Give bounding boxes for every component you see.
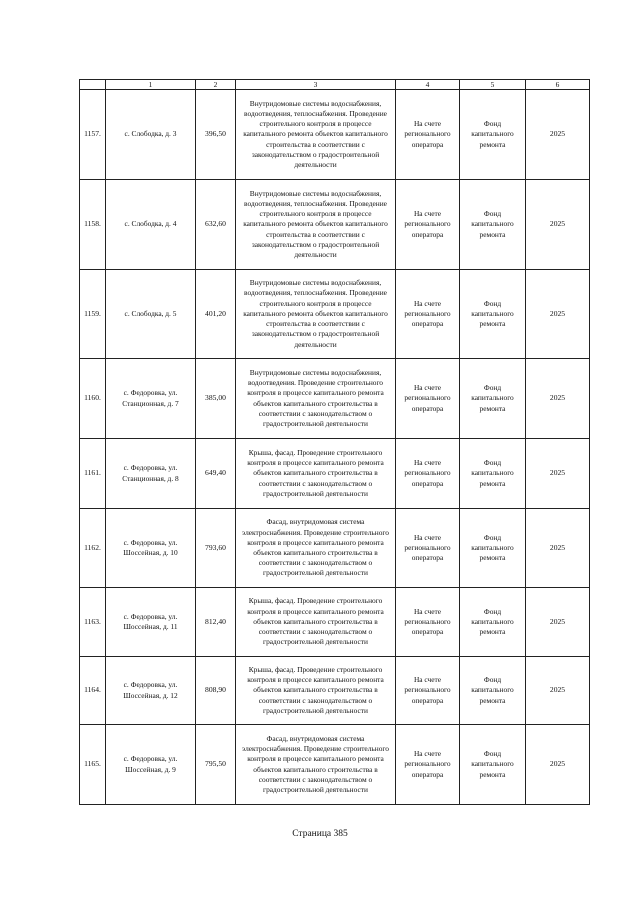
row-number: 1159. [80,270,106,359]
area-cell: 795,50 [196,725,236,805]
address-cell: с. Федоровка, ул. Шоссейная, д. 9 [106,725,196,805]
year-cell: 2025 [526,725,590,805]
header-cell: 4 [396,80,460,90]
year-cell: 2025 [526,509,590,588]
funding-source-cell: Фонд капитального ремонта [460,657,526,725]
area-cell: 385,00 [196,359,236,439]
header-cell: 5 [460,80,526,90]
header-cell: 3 [236,80,396,90]
year-cell: 2025 [526,657,590,725]
area-cell: 793,60 [196,509,236,588]
address-cell: с. Слободка, д. 4 [106,180,196,270]
funding-source-cell: Фонд капитального ремонта [460,180,526,270]
work-type-cell: Внутридомовые системы водоснабжения, водоотведения, теплоснабжения. Проведение строительного контроля в процессе капитального ремонта объектов капитального строительства в соответствии с законодательством о градостроительной деятельности [236,90,396,180]
table-row [80,359,590,439]
area-cell: 812,40 [196,588,236,657]
area-cell: 401,20 [196,270,236,359]
account-cell: На счете регионального оператора [396,439,460,509]
area-cell: 808,90 [196,657,236,725]
funding-source-cell: Фонд капитального ремонта [460,588,526,657]
page-number: Страница 385 [292,829,348,839]
capital-repair-table [79,79,590,805]
year-cell: 2025 [526,180,590,270]
header-cell: 6 [526,80,590,90]
table-row [80,90,590,180]
work-type-cell: Внутридомовые системы водоснабжения, водоотведения. Проведение строительного контроля в процессе капитального ремонта объектов капитального строительства в соответствии с законодательством о градостроительной деятельности [236,359,396,439]
area-cell: 632,60 [196,180,236,270]
row-number: 1165. [80,725,106,805]
work-type-cell: Крыша, фасад. Проведение строительного контроля в процессе капитального ремонта объектов капитального строительства в соответствии с законодательством о градостроительной деятельности [236,439,396,509]
address-cell: с. Федоровка, ул. Шоссейная, д. 10 [106,509,196,588]
year-cell: 2025 [526,439,590,509]
table-row [80,588,590,657]
row-number: 1158. [80,180,106,270]
address-cell: с. Федоровка, ул. Станционная, д. 7 [106,359,196,439]
work-type-cell: Фасад, внутридомовая система электроснабжения. Проведение строительного контроля в процессе капитального ремонта объектов капитального строительства в соответствии с законодательством о градостроительной деятельности [236,725,396,805]
table-row [80,509,590,588]
address-cell: с. Слободка, д. 5 [106,270,196,359]
year-cell: 2025 [526,90,590,180]
row-number: 1160. [80,359,106,439]
account-cell: На счете регионального оператора [396,180,460,270]
header-cell: 1 [106,80,196,90]
funding-source-cell: Фонд капитального ремонта [460,725,526,805]
account-cell: На счете регионального оператора [396,359,460,439]
table-row [80,439,590,509]
row-number: 1162. [80,509,106,588]
table-row [80,657,590,725]
year-cell: 2025 [526,270,590,359]
year-cell: 2025 [526,359,590,439]
row-number: 1163. [80,588,106,657]
row-number: 1157. [80,90,106,180]
funding-source-cell: Фонд капитального ремонта [460,90,526,180]
address-cell: с. Федоровка, ул. Шоссейная, д. 11 [106,588,196,657]
account-cell: На счете регионального оператора [396,588,460,657]
account-cell: На счете регионального оператора [396,509,460,588]
address-cell: с. Федоровка, ул. Шоссейная, д. 12 [106,657,196,725]
table-row [80,270,590,359]
header-row [80,80,590,90]
work-type-cell: Крыша, фасад. Проведение строительного контроля в процессе капитального ремонта объектов капитального строительства в соответствии с законодательством о градостроительной деятельности [236,657,396,725]
funding-source-cell: Фонд капитального ремонта [460,439,526,509]
table-row [80,180,590,270]
funding-source-cell: Фонд капитального ремонта [460,359,526,439]
work-type-cell: Внутридомовые системы водоснабжения, водоотведения, теплоснабжения. Проведение строительного контроля в процессе капитального ремонта объектов капитального строительства в соответствии с законодательством о градостроительной деятельности [236,180,396,270]
row-number: 1164. [80,657,106,725]
year-cell: 2025 [526,588,590,657]
funding-source-cell: Фонд капитального ремонта [460,509,526,588]
account-cell: На счете регионального оператора [396,270,460,359]
account-cell: На счете регионального оператора [396,90,460,180]
header-cell [80,80,106,90]
row-number: 1161. [80,439,106,509]
work-type-cell: Внутридомовые системы водоснабжения, водоотведения, теплоснабжения. Проведение строительного контроля в процессе капитального ремонта объектов капитального строительства в соответствии с законодательством о градостроительной деятельности [236,270,396,359]
header-cell: 2 [196,80,236,90]
address-cell: с. Федоровка, ул. Станционная, д. 8 [106,439,196,509]
address-cell: с. Слободка, д. 3 [106,90,196,180]
area-cell: 396,50 [196,90,236,180]
funding-source-cell: Фонд капитального ремонта [460,270,526,359]
account-cell: На счете регионального оператора [396,657,460,725]
account-cell: На счете регионального оператора [396,725,460,805]
work-type-cell: Фасад, внутридомовая система электроснабжения. Проведение строительного контроля в процессе капитального ремонта объектов капитального строительства в соответствии с законодательством о градостроительной деятельности [236,509,396,588]
table-row [80,725,590,805]
area-cell: 649,40 [196,439,236,509]
work-type-cell: Крыша, фасад. Проведение строительного контроля в процессе капитального ремонта объектов капитального строительства в соответствии с законодательством о градостроительной деятельности [236,588,396,657]
